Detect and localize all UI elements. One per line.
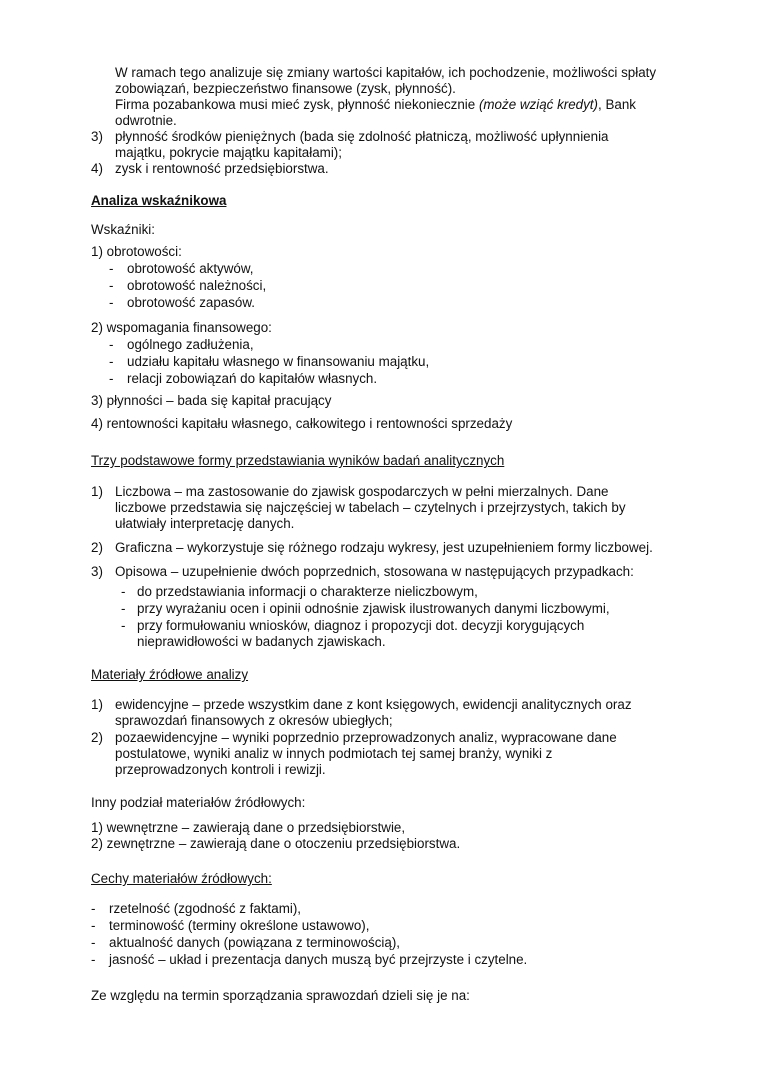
- list-item-text: ułatwiały interpretację danych.: [115, 516, 295, 531]
- list-number: 3): [91, 564, 103, 579]
- section-heading: Cechy materiałów źródłowych:: [91, 871, 272, 886]
- paragraph: Ze względu na termin sporządzania sprawozdań dzieli się je na:: [91, 988, 470, 1003]
- list-item: obrotowość aktywów,: [127, 261, 254, 276]
- group-label: 1) obrotowości:: [91, 244, 182, 259]
- bullet-dash: -: [91, 935, 96, 950]
- list-item-text: Liczbowa – ma zastosowanie do zjawisk gospodarczych w pełni mierzalnych. Dane: [115, 484, 609, 499]
- list-item-text: przeprowadzonych kontroli i rewizji.: [115, 762, 326, 777]
- list-item-text: majątku, pokrycie majątku kapitałami);: [115, 145, 342, 160]
- list-item: rzetelność (zgodność z faktami),: [109, 901, 302, 916]
- list-number: 3): [91, 129, 103, 144]
- section-heading: Analiza wskaźnikowa: [91, 193, 227, 208]
- list-number: 4): [91, 161, 103, 176]
- list-item: nieprawidłowości w badanych zjawiskach.: [137, 634, 386, 649]
- group-label: 4) rentowności kapitału własnego, całkowitego i rentowności sprzedaży: [91, 416, 513, 431]
- bullet-dash: -: [121, 618, 126, 633]
- intro-line: odwrotnie.: [115, 113, 177, 128]
- list-item: udziału kapitału własnego w finansowaniu majątku,: [127, 354, 430, 369]
- bullet-dash: -: [109, 337, 114, 352]
- intro-line: zobowiązań, bezpieczeństwo finansowe (zysk, płynność).: [115, 81, 456, 96]
- list-item-text: ewidencyjne – przede wszystkim dane z kont księgowych, ewidencji analitycznych oraz: [115, 697, 632, 712]
- paragraph: Inny podział materiałów źródłowych:: [91, 795, 306, 810]
- list-item: 1) wewnętrzne – zawierają dane o przedsiębiorstwie,: [91, 820, 406, 835]
- bullet-dash: -: [91, 901, 96, 916]
- list-number: 1): [91, 484, 103, 499]
- bullet-dash: -: [109, 295, 114, 310]
- list-item: 2) zewnętrzne – zawierają dane o otoczeniu przedsiębiorstwa.: [91, 836, 461, 851]
- bullet-dash: -: [109, 371, 114, 386]
- list-item-text: płynność środków pieniężnych (bada się zdolność płatniczą, możliwość upłynnienia: [115, 129, 609, 144]
- intro-line: [115, 97, 636, 114]
- group-label: 3) płynności – bada się kapitał pracujący: [91, 393, 332, 408]
- list-number: 2): [91, 540, 103, 555]
- bullet-dash: -: [109, 354, 114, 369]
- bullet-dash: -: [109, 278, 114, 293]
- list-item: przy wyrażaniu ocen i opinii odnośnie zjawisk ilustrowanych danymi liczbowymi,: [137, 601, 610, 616]
- list-item-text: postulatowe, wyniki analiz w innych podmiotach tej samej branży, wyniki z: [115, 746, 553, 761]
- list-item-text: pozaewidencyjne – wyniki poprzednio przeprowadzonych analiz, wypracowane dane: [115, 730, 617, 745]
- list-item-text: Graficzna – wykorzystuje się różnego rodzaju wykresy, jest uzupełnieniem formy liczbowej.: [115, 540, 653, 555]
- list-item: jasność – układ i prezentacja danych muszą być przejrzyste i czytelne.: [109, 952, 528, 967]
- bullet-dash: -: [121, 601, 126, 616]
- intro-line: W ramach tego analizuje się zmiany wartości kapitałów, ich pochodzenie, możliwości spłaty: [115, 65, 657, 80]
- section-heading: Materiały źródłowe analizy: [91, 667, 249, 682]
- list-item: obrotowość należności,: [127, 278, 267, 293]
- bullet-dash: -: [109, 261, 114, 276]
- list-item: do przedstawiania informacji o charakterze nieliczbowym,: [137, 584, 478, 599]
- bullet-dash: -: [91, 918, 96, 933]
- intro-text: Firma pozabankowa musi mieć zysk, płynność niekoniecznie: [115, 97, 479, 112]
- list-item-text: Opisowa – uzupełnienie dwóch poprzednich, stosowana w następujących przypadkach:: [115, 564, 634, 579]
- bullet-dash: -: [91, 952, 96, 967]
- list-item: przy formułowaniu wniosków, diagnoz i propozycji dot. decyzji korygujących: [137, 618, 585, 633]
- section-heading: Trzy podstawowe formy przedstawiania wyników badań analitycznych: [91, 453, 505, 468]
- intro-italic-text: (może wziąć kredyt): [478, 97, 598, 112]
- list-item: terminowość (terminy określone ustawowo),: [109, 918, 370, 933]
- list-item-text: liczbowe przedstawia się najczęściej w tabelach – czytelnych i przejrzystych, takich by: [115, 500, 626, 515]
- list-item: obrotowość zapasów.: [127, 295, 256, 310]
- list-item: ogólnego zadłużenia,: [127, 337, 254, 352]
- group-label: 2) wspomagania finansowego:: [91, 320, 272, 335]
- bullet-dash: -: [121, 584, 126, 599]
- list-item-text: zysk i rentowność przedsiębiorstwa.: [115, 161, 329, 176]
- list-item: relacji zobowiązań do kapitałów własnych.: [127, 371, 378, 386]
- list-number: 2): [91, 730, 103, 745]
- list-item: aktualność danych (powiązana z terminowością),: [109, 935, 401, 950]
- intro-text: , Bank: [598, 97, 636, 112]
- list-item-text: sprawozdań finansowych z okresów ubiegłych;: [115, 713, 393, 728]
- paragraph: Wskaźniki:: [91, 222, 155, 237]
- list-number: 1): [91, 697, 103, 712]
